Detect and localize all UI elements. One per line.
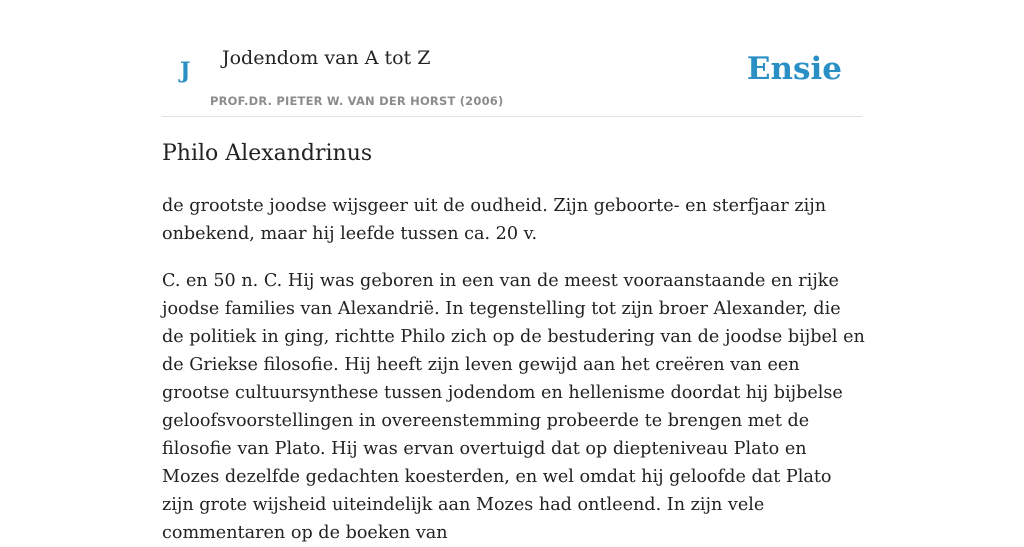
article-paragraph-2: C. en 50 n. C. Hij was geboren in een van de meest vooraanstaande en rijke joodse families van Alexandrië. In tegenstelling tot zijn broer Alexander, die de politiek in ging, richtte Philo zich op de bestudering van de joodse bijbel en de Griekse filosofie. Hij heeft zijn leven gewijd aan het creëren van een grootse cultuursynthese tussen jodendom en hellenisme doordat hij bijbelse geloofsvoorstellingen in overeenstemming probeerde te brengen met de filosofie van Plato. Hij was ervan overtuigd dat op diepteniveau Plato en Mozes dezelfde gedachten koesterden, en wel omdat hij geloofde dat Plato zijn grote wijsheid uiteindelijk aan Mozes had ontleend. In zijn vele commentaren op de boeken van	[162, 271, 865, 543]
article-paragraph-1: de grootste joodse wijsgeer uit de oudheid. Zijn geboorte- en sterfjaar zijn onbekend, maar hij leefde tussen ca. 20 v.	[162, 196, 827, 244]
source-header	[162, 0, 862, 117]
book-icon: J	[180, 58, 191, 84]
book-author: PROF.DR. PIETER W. VAN DER HORST (2006)	[210, 94, 504, 108]
book-title-link[interactable]: Jodendom van A tot Z	[222, 47, 431, 69]
ensie-logo[interactable]: Ensie	[746, 51, 842, 87]
article-title: Philo Alexandrinus	[162, 141, 373, 166]
